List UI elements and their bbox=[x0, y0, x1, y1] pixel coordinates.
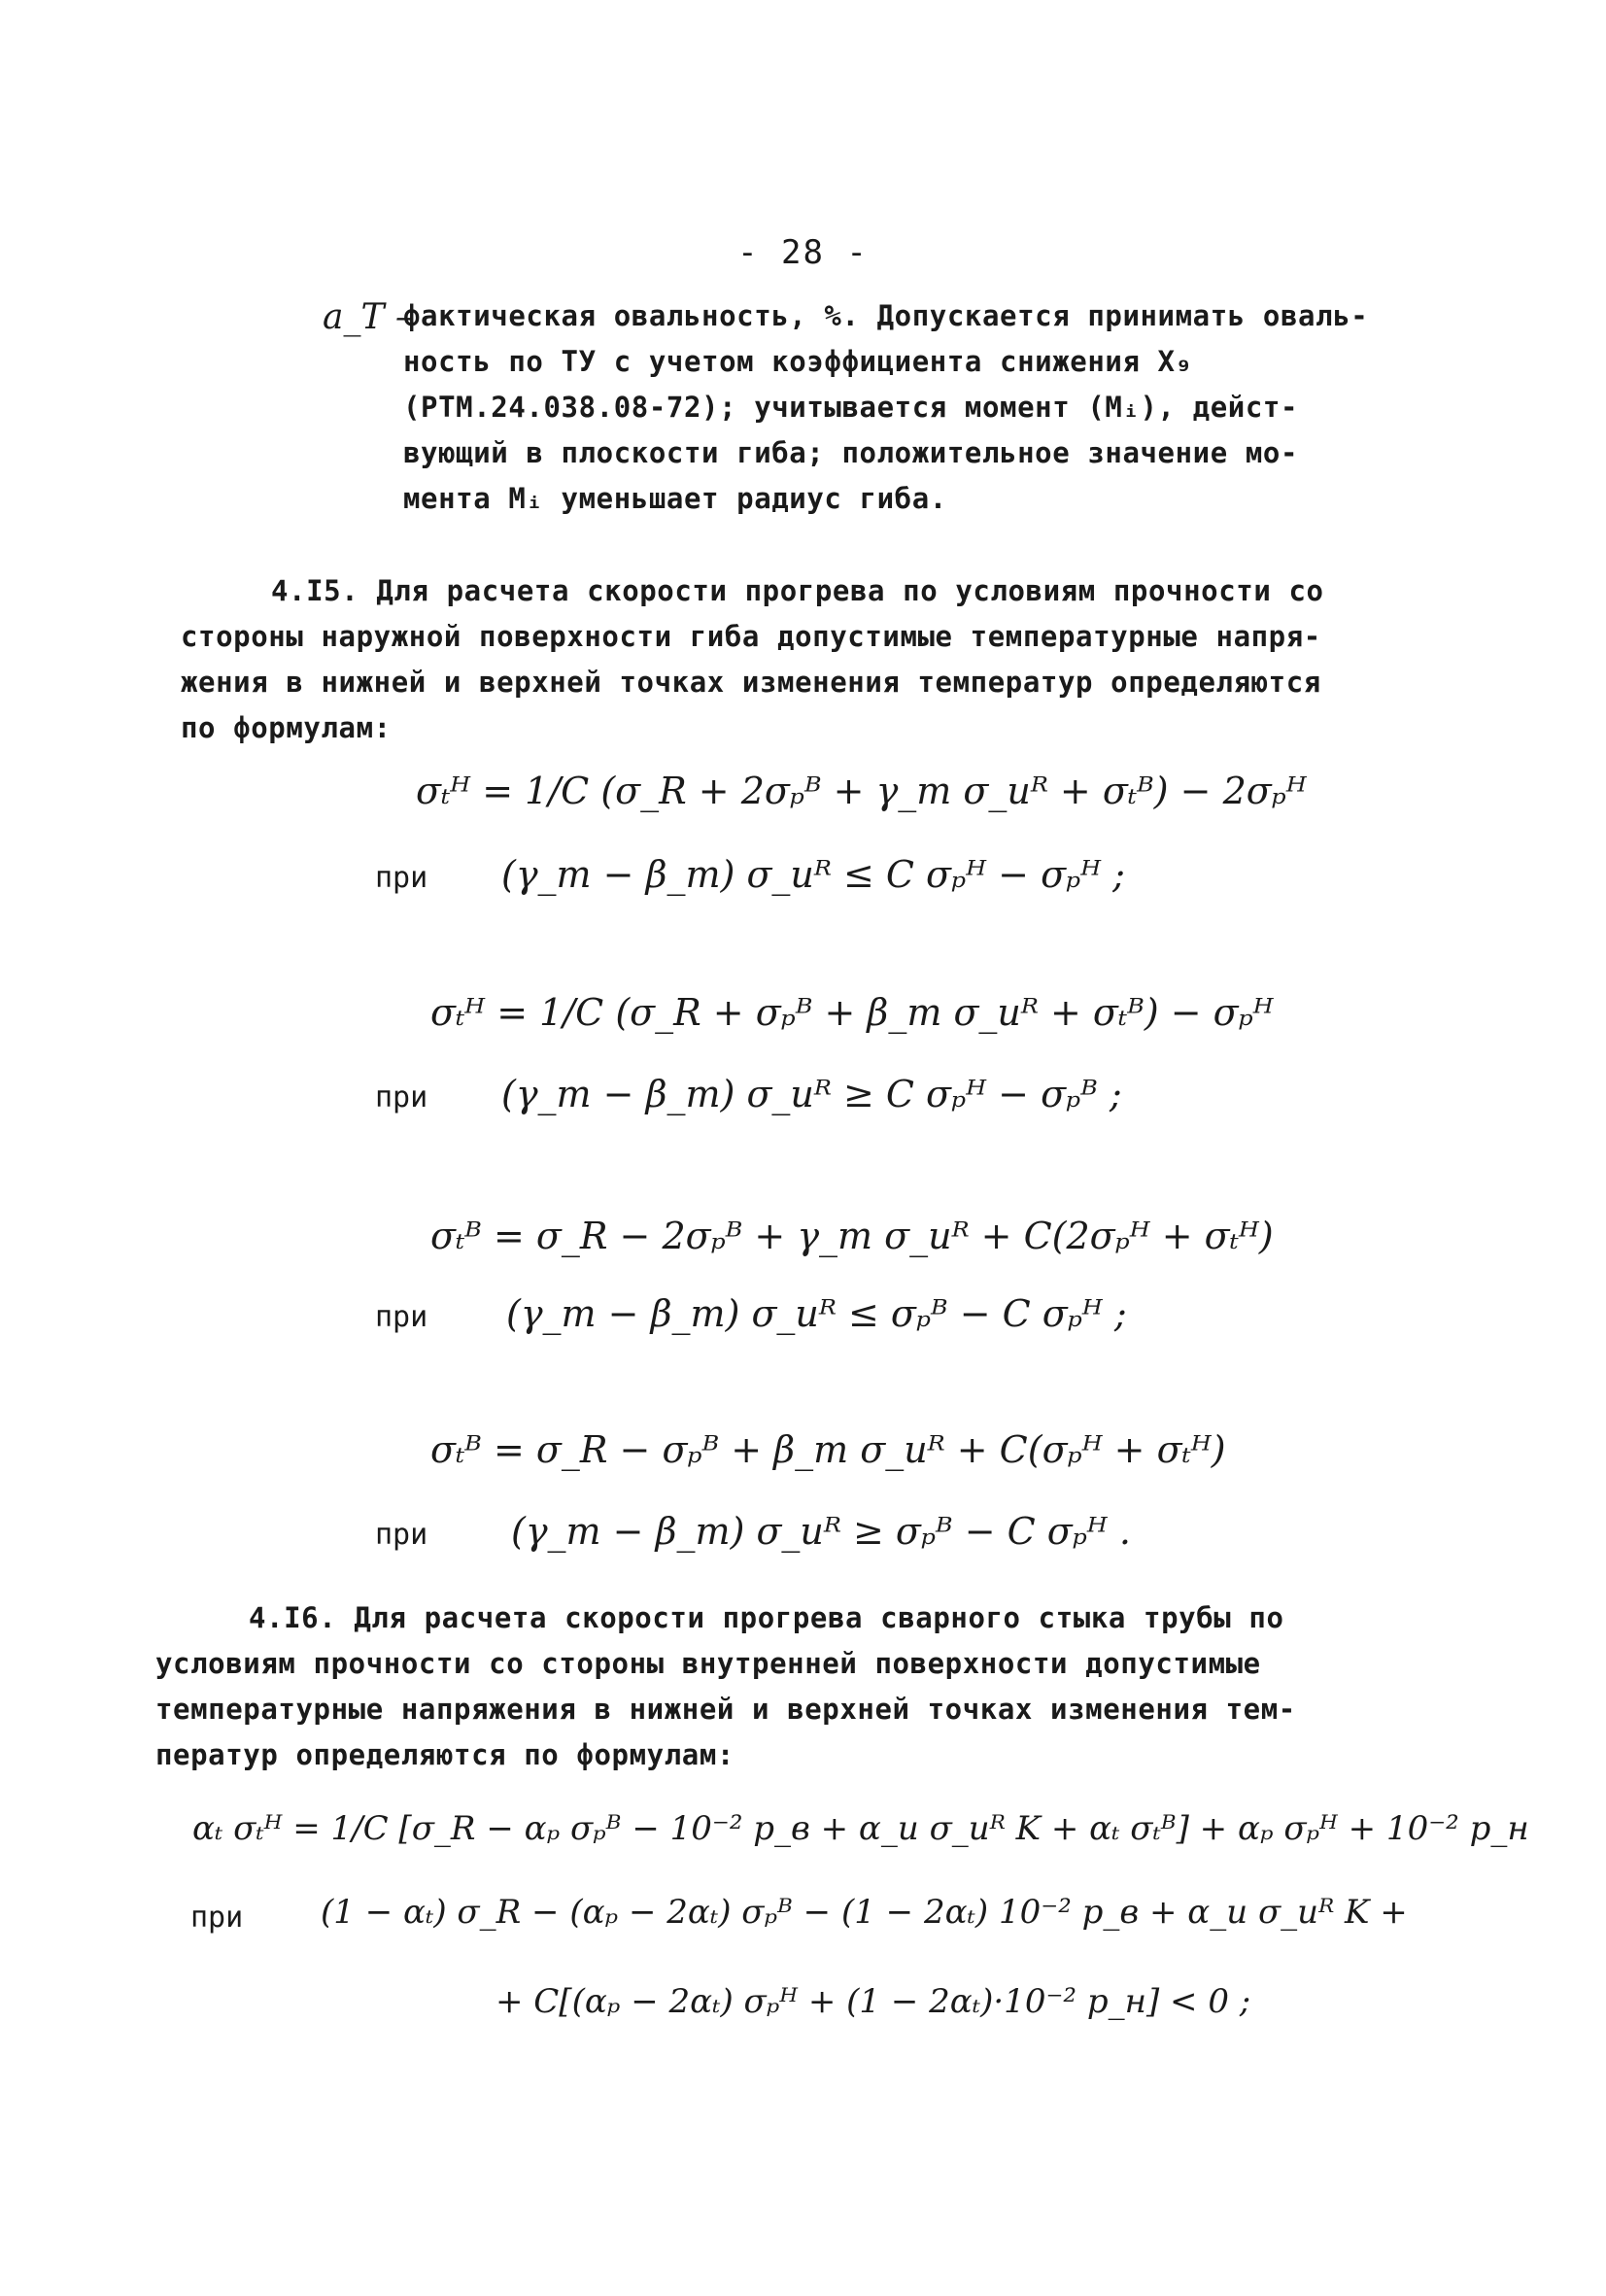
formula-5-condition-line1: (1 − αₜ) σ_R − (αₚ − 2αₜ) σₚᴮ − (1 − 2αₜ) 10⁻² p_в + α_и σ_иᴿ K + bbox=[321, 1893, 1408, 1932]
definition-line: мента Mᵢ уменьшает радиус гиба. bbox=[403, 482, 947, 515]
formula-2: σₜᴴ = 1/C (σ_R + σₚᴮ + β_m σ_иᴿ + σₜᴮ) − σₚᴴ bbox=[430, 991, 1274, 1034]
section-line: по формулам: bbox=[181, 711, 392, 744]
section-4-15-paragraph bbox=[181, 568, 1324, 751]
definition-line: (РТМ.24.038.08-72); учитывается момент (Mᵢ), дейст- bbox=[403, 391, 1299, 424]
section-line: ператур определяются по формулам: bbox=[155, 1738, 735, 1771]
definition-line: вующий в плоскости гиба; положительное значение мо- bbox=[403, 436, 1299, 469]
formula-1-label: при bbox=[375, 861, 428, 895]
formula-1-condition: (γ_m − β_m) σ_иᴿ ≤ C σₚᴴ − σₚᴴ ; bbox=[501, 853, 1125, 896]
section-line: стороны наружной поверхности гиба допустимые температурные напря- bbox=[181, 620, 1321, 653]
definition-symbol: a_T – bbox=[323, 297, 413, 337]
formula-5: αₜ σₜᴴ = 1/C [σ_R − αₚ σₚᴮ − 10⁻² p_в + α_и σ_иᴿ K + αₜ σₜᴮ] + αₚ σₚᴴ + 10⁻² p_н bbox=[192, 1809, 1529, 1848]
section-line: жения в нижней и верхней точках изменения температур определяются bbox=[181, 666, 1321, 699]
formula-1: σₜᴴ = 1/C (σ_R + 2σₚᴮ + γ_m σ_иᴿ + σₜᴮ) − 2σₚᴴ bbox=[416, 770, 1307, 812]
section-line: 4.I5. Для расчета скорости прогрева по условиям прочности со bbox=[271, 574, 1324, 607]
formula-2-label: при bbox=[375, 1080, 428, 1114]
formula-3: σₜᴮ = σ_R − 2σₚᴮ + γ_m σ_иᴿ + C(2σₚᴴ + σₜᴴ) bbox=[430, 1215, 1274, 1257]
formula-2-condition: (γ_m − β_m) σ_иᴿ ≥ C σₚᴴ − σₚᴮ ; bbox=[501, 1073, 1122, 1115]
section-4-16-paragraph bbox=[155, 1595, 1296, 1778]
section-line: условиям прочности со стороны внутренней поверхности допустимые bbox=[155, 1647, 1261, 1680]
page-number: - 28 - bbox=[737, 233, 869, 272]
formula-5-condition-line2: + C[(αₚ − 2αₜ) σₚᴴ + (1 − 2αₜ)·10⁻² p_н] < 0 ; bbox=[495, 1982, 1251, 2021]
definition-line: ность по ТУ с учетом коэффициента снижения X₉ bbox=[403, 345, 1193, 378]
formula-4: σₜᴮ = σ_R − σₚᴮ + β_m σ_иᴿ + C(σₚᴴ + σₜᴴ) bbox=[430, 1428, 1226, 1471]
formula-3-condition: (γ_m − β_m) σ_иᴿ ≤ σₚᴮ − C σₚᴴ ; bbox=[506, 1292, 1127, 1335]
section-line: 4.I6. Для расчета скорости прогрева сварного стыка трубы по bbox=[249, 1601, 1284, 1634]
section-line: температурные напряжения в нижней и верхней точках изменения тем- bbox=[155, 1693, 1296, 1726]
formula-3-label: при bbox=[375, 1300, 428, 1334]
definition-text bbox=[403, 293, 1368, 522]
formula-4-condition: (γ_m − β_m) σ_иᴿ ≥ σₚᴮ − C σₚᴴ . bbox=[511, 1510, 1131, 1553]
definition-line: фактическая овальность, %. Допускается принимать оваль- bbox=[403, 299, 1369, 332]
formula-5-label: при bbox=[190, 1901, 244, 1935]
formula-4-label: при bbox=[375, 1518, 428, 1552]
